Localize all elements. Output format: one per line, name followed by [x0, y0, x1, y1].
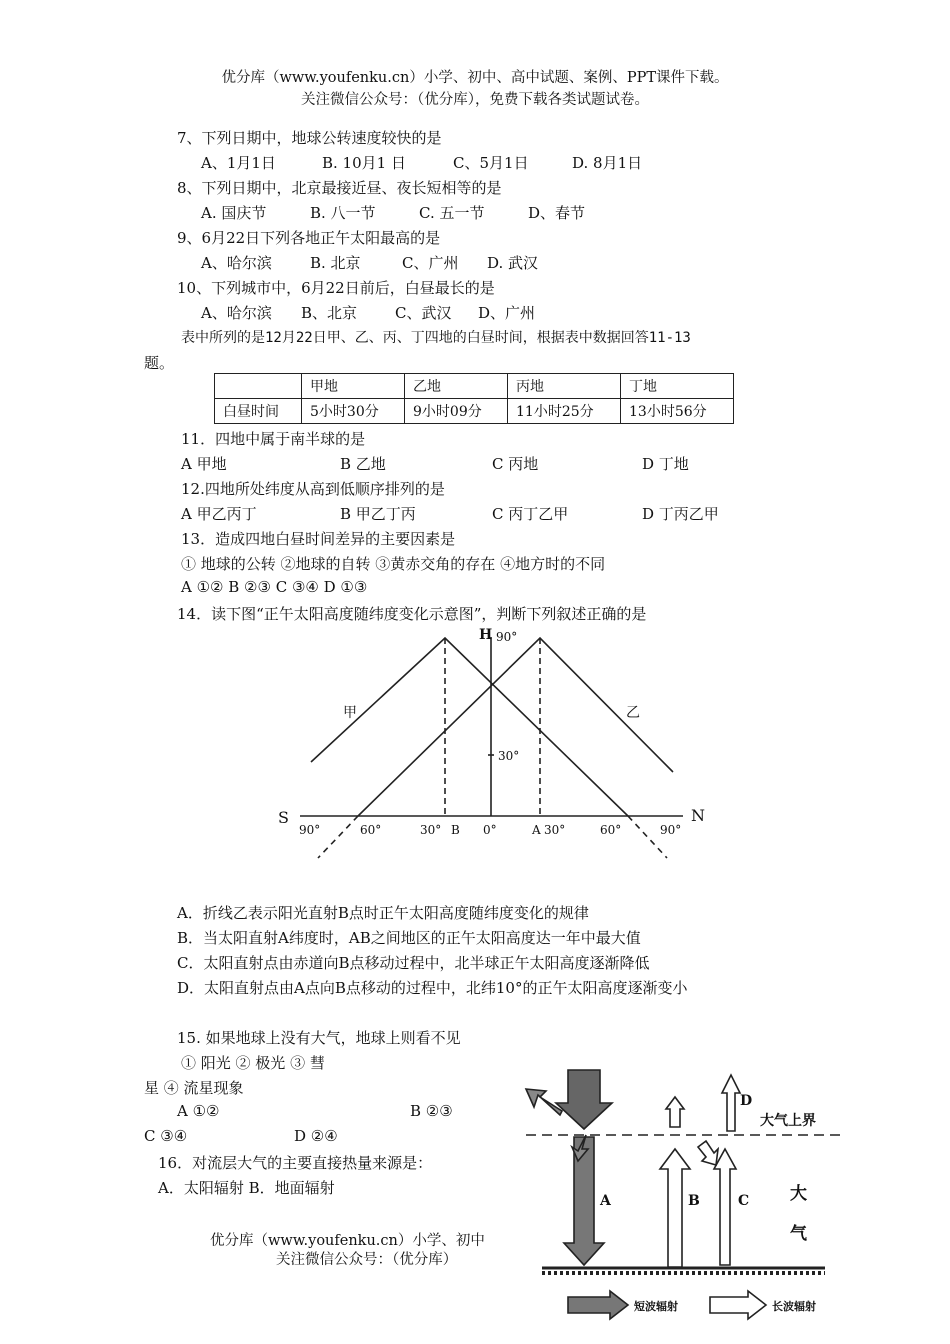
arrow-b [660, 1149, 690, 1267]
reflected-solar-arrow [526, 1089, 562, 1115]
q13-factors: ① 地球的公转 ②地球的自转 ③黄赤交角的存在 ④地方时的不同 [181, 555, 606, 573]
q8-opt-a: A. 国庆节 [201, 204, 267, 222]
q7-opt-b: B. 10月1 日 [322, 154, 406, 172]
q9-opt-d: D. 武汉 [487, 254, 539, 272]
q7-opt-a: A、1月1日 [201, 154, 276, 172]
q15-line3: 星 ④ 流星现象 [144, 1079, 244, 1097]
label-jia: 甲 [343, 705, 357, 721]
q10-opt-b: B、北京 [301, 304, 358, 322]
legend-short-wave-arrow [568, 1291, 628, 1319]
q7-stem: 7、下列日期中，地球公转速度较快的是 [177, 129, 442, 147]
label-c: C [738, 1193, 750, 1209]
q8-stem: 8、下列日期中，北京最接近昼、夜长短相等的是 [177, 179, 502, 197]
q11-stem: 11．四地中属于南半球的是 [181, 430, 366, 448]
q8-opt-b: B. 八一节 [310, 204, 376, 222]
arrow-a [564, 1137, 604, 1265]
table-cell: 11小时25分 [508, 399, 621, 424]
line-yi-extension [318, 816, 358, 858]
q14-opt-a: A．折线乙表示阳光直射B点时正午太阳高度随纬度变化的规律 [177, 904, 589, 922]
daylight-table [214, 373, 734, 424]
arrow-diagonal [698, 1141, 718, 1165]
header-line1: 优分库（www.youfenku.cn）小学、初中、高中试题、案例、PPT课件下载。 [221, 70, 729, 86]
footer-line1: 优分库（www.youfenku.cn）小学、初中 [210, 1233, 485, 1249]
q13-opts: A ①② B ②③ C ③④ D ①③ [181, 578, 368, 596]
legend-long-wave-arrow [710, 1291, 766, 1319]
q12-opt-c: C 丙丁乙甲 [492, 505, 569, 523]
tick-label: 60° [360, 823, 382, 837]
label-a: A [600, 1193, 611, 1209]
q12-opt-d: D 丁丙乙甲 [642, 505, 719, 523]
table-header-cell: 甲地 [302, 374, 405, 399]
q9-opt-c: C、广州 [402, 254, 459, 272]
table-header-cell: 丁地 [621, 374, 734, 399]
q15-opt-d: D ②④ [294, 1127, 338, 1145]
label-b: B [688, 1193, 700, 1209]
q10-stem: 10、下列城市中，6月22日前后，白昼最长的是 [177, 279, 495, 297]
q15-opt-a: A ①② [177, 1102, 220, 1120]
axis-label-30: 30° [498, 749, 520, 763]
legend-long-wave-label: 长波辐射 [772, 1300, 816, 1313]
atmosphere-radiation-diagram [520, 1065, 850, 1335]
q14-opt-d: D．太阳直射点由A点向B点移动的过程中，北纬10°的正午太阳高度逐渐变小 [177, 979, 688, 997]
arrow-escape [666, 1097, 684, 1127]
q15-line2: ① 阳光 ② 极光 ③ 彗 [181, 1054, 325, 1072]
axis-label-90: 90° [496, 630, 518, 644]
q11-opt-b: B 乙地 [340, 455, 386, 473]
q7-opt-d: D. 8月1日 [572, 154, 643, 172]
legend-short-wave-label: 短波辐射 [634, 1300, 678, 1313]
q7-opt-c: C、5月1日 [453, 154, 529, 172]
q11-opt-c: C 丙地 [492, 455, 539, 473]
label-atmosphere-1: 大 [790, 1184, 807, 1204]
table-intro-line1: 表中所列的是12月22日甲、乙、丙、丁四地的白昼时间，根据表中数据回答11-13 [181, 330, 691, 346]
arrow-c [714, 1149, 736, 1265]
arrow-d [722, 1075, 740, 1131]
label-n: N [691, 806, 705, 825]
header-line2: 关注微信公众号：（优分库），免费下载各类试题试卷。 [301, 92, 649, 108]
q8-opt-d: D、春节 [528, 204, 586, 222]
q10-opt-d: D、广州 [478, 304, 536, 322]
q10-opt-a: A、哈尔滨 [201, 304, 272, 322]
q15-opt-b: B ②③ [410, 1102, 453, 1120]
q15-opt-c: C ③④ [144, 1127, 188, 1145]
label-d: D [740, 1093, 753, 1109]
tick-label: 90° [660, 823, 682, 837]
tick-label: 0° [483, 823, 497, 837]
table-header-cell [215, 374, 302, 399]
table-header-cell: 乙地 [405, 374, 508, 399]
label-yi: 乙 [626, 705, 640, 721]
q15-stem: 15. 如果地球上没有大气，地球上则看不见 [177, 1029, 461, 1047]
tick-label: 60° [600, 823, 622, 837]
label-top-of-atmosphere: 大气上界 [760, 1113, 816, 1129]
table-cell: 5小时30分 [302, 399, 405, 424]
table-intro-line2: 题。 [144, 354, 175, 372]
footer-line2: 关注微信公众号：（优分库） [276, 1252, 458, 1268]
q9-stem: 9、6月22日下列各地正午太阳最高的是 [177, 229, 441, 247]
table-cell: 9小时09分 [405, 399, 508, 424]
q8-opt-c: C. 五一节 [419, 204, 485, 222]
q16-opts: A．太阳辐射 B．地面辐射 [158, 1179, 335, 1197]
incoming-solar-arrow [556, 1070, 612, 1129]
tick-label: B [451, 823, 460, 837]
table-header-row [215, 374, 734, 399]
q9-opt-a: A、哈尔滨 [201, 254, 272, 272]
tick-label: 30° [420, 823, 442, 837]
q14-stem: 14．读下图“正午太阳高度随纬度变化示意图”，判断下列叙述正确的是 [177, 605, 647, 623]
q12-opt-b: B 甲乙丁丙 [340, 505, 416, 523]
tick-label: 30° [544, 823, 566, 837]
table-row [215, 399, 734, 424]
noon-sun-altitude-diagram [270, 625, 710, 870]
q10-opt-c: C、武汉 [395, 304, 452, 322]
q11-opt-d: D 丁地 [642, 455, 689, 473]
label-s: S [278, 808, 289, 827]
q13-stem: 13．造成四地白昼时间差异的主要因素是 [181, 530, 456, 548]
axis-label-h: H [479, 627, 493, 643]
label-atmosphere-2: 气 [790, 1224, 807, 1244]
table-header-cell: 丙地 [508, 374, 621, 399]
line-jia [311, 638, 628, 816]
q16-stem: 16．对流层大气的主要直接热量来源是： [158, 1154, 433, 1172]
table-cell: 白昼时间 [215, 399, 302, 424]
line-yi [358, 638, 673, 816]
q14-opt-c: C．太阳直射点由赤道向B点移动过程中，北半球正午太阳高度逐渐降低 [177, 954, 650, 972]
tick-label: A [532, 823, 541, 837]
q9-opt-b: B. 北京 [310, 254, 361, 272]
q12-opt-a: A 甲乙丙丁 [181, 505, 257, 523]
q11-opt-a: A 甲地 [181, 455, 227, 473]
table-cell: 13小时56分 [621, 399, 734, 424]
q12-stem: 12.四地所处纬度从高到低顺序排列的是 [181, 480, 445, 498]
tick-label: 90° [299, 823, 321, 837]
q14-opt-b: B．当太阳直射A纬度时，AB之间地区的正午太阳高度达一年中最大值 [177, 929, 641, 947]
